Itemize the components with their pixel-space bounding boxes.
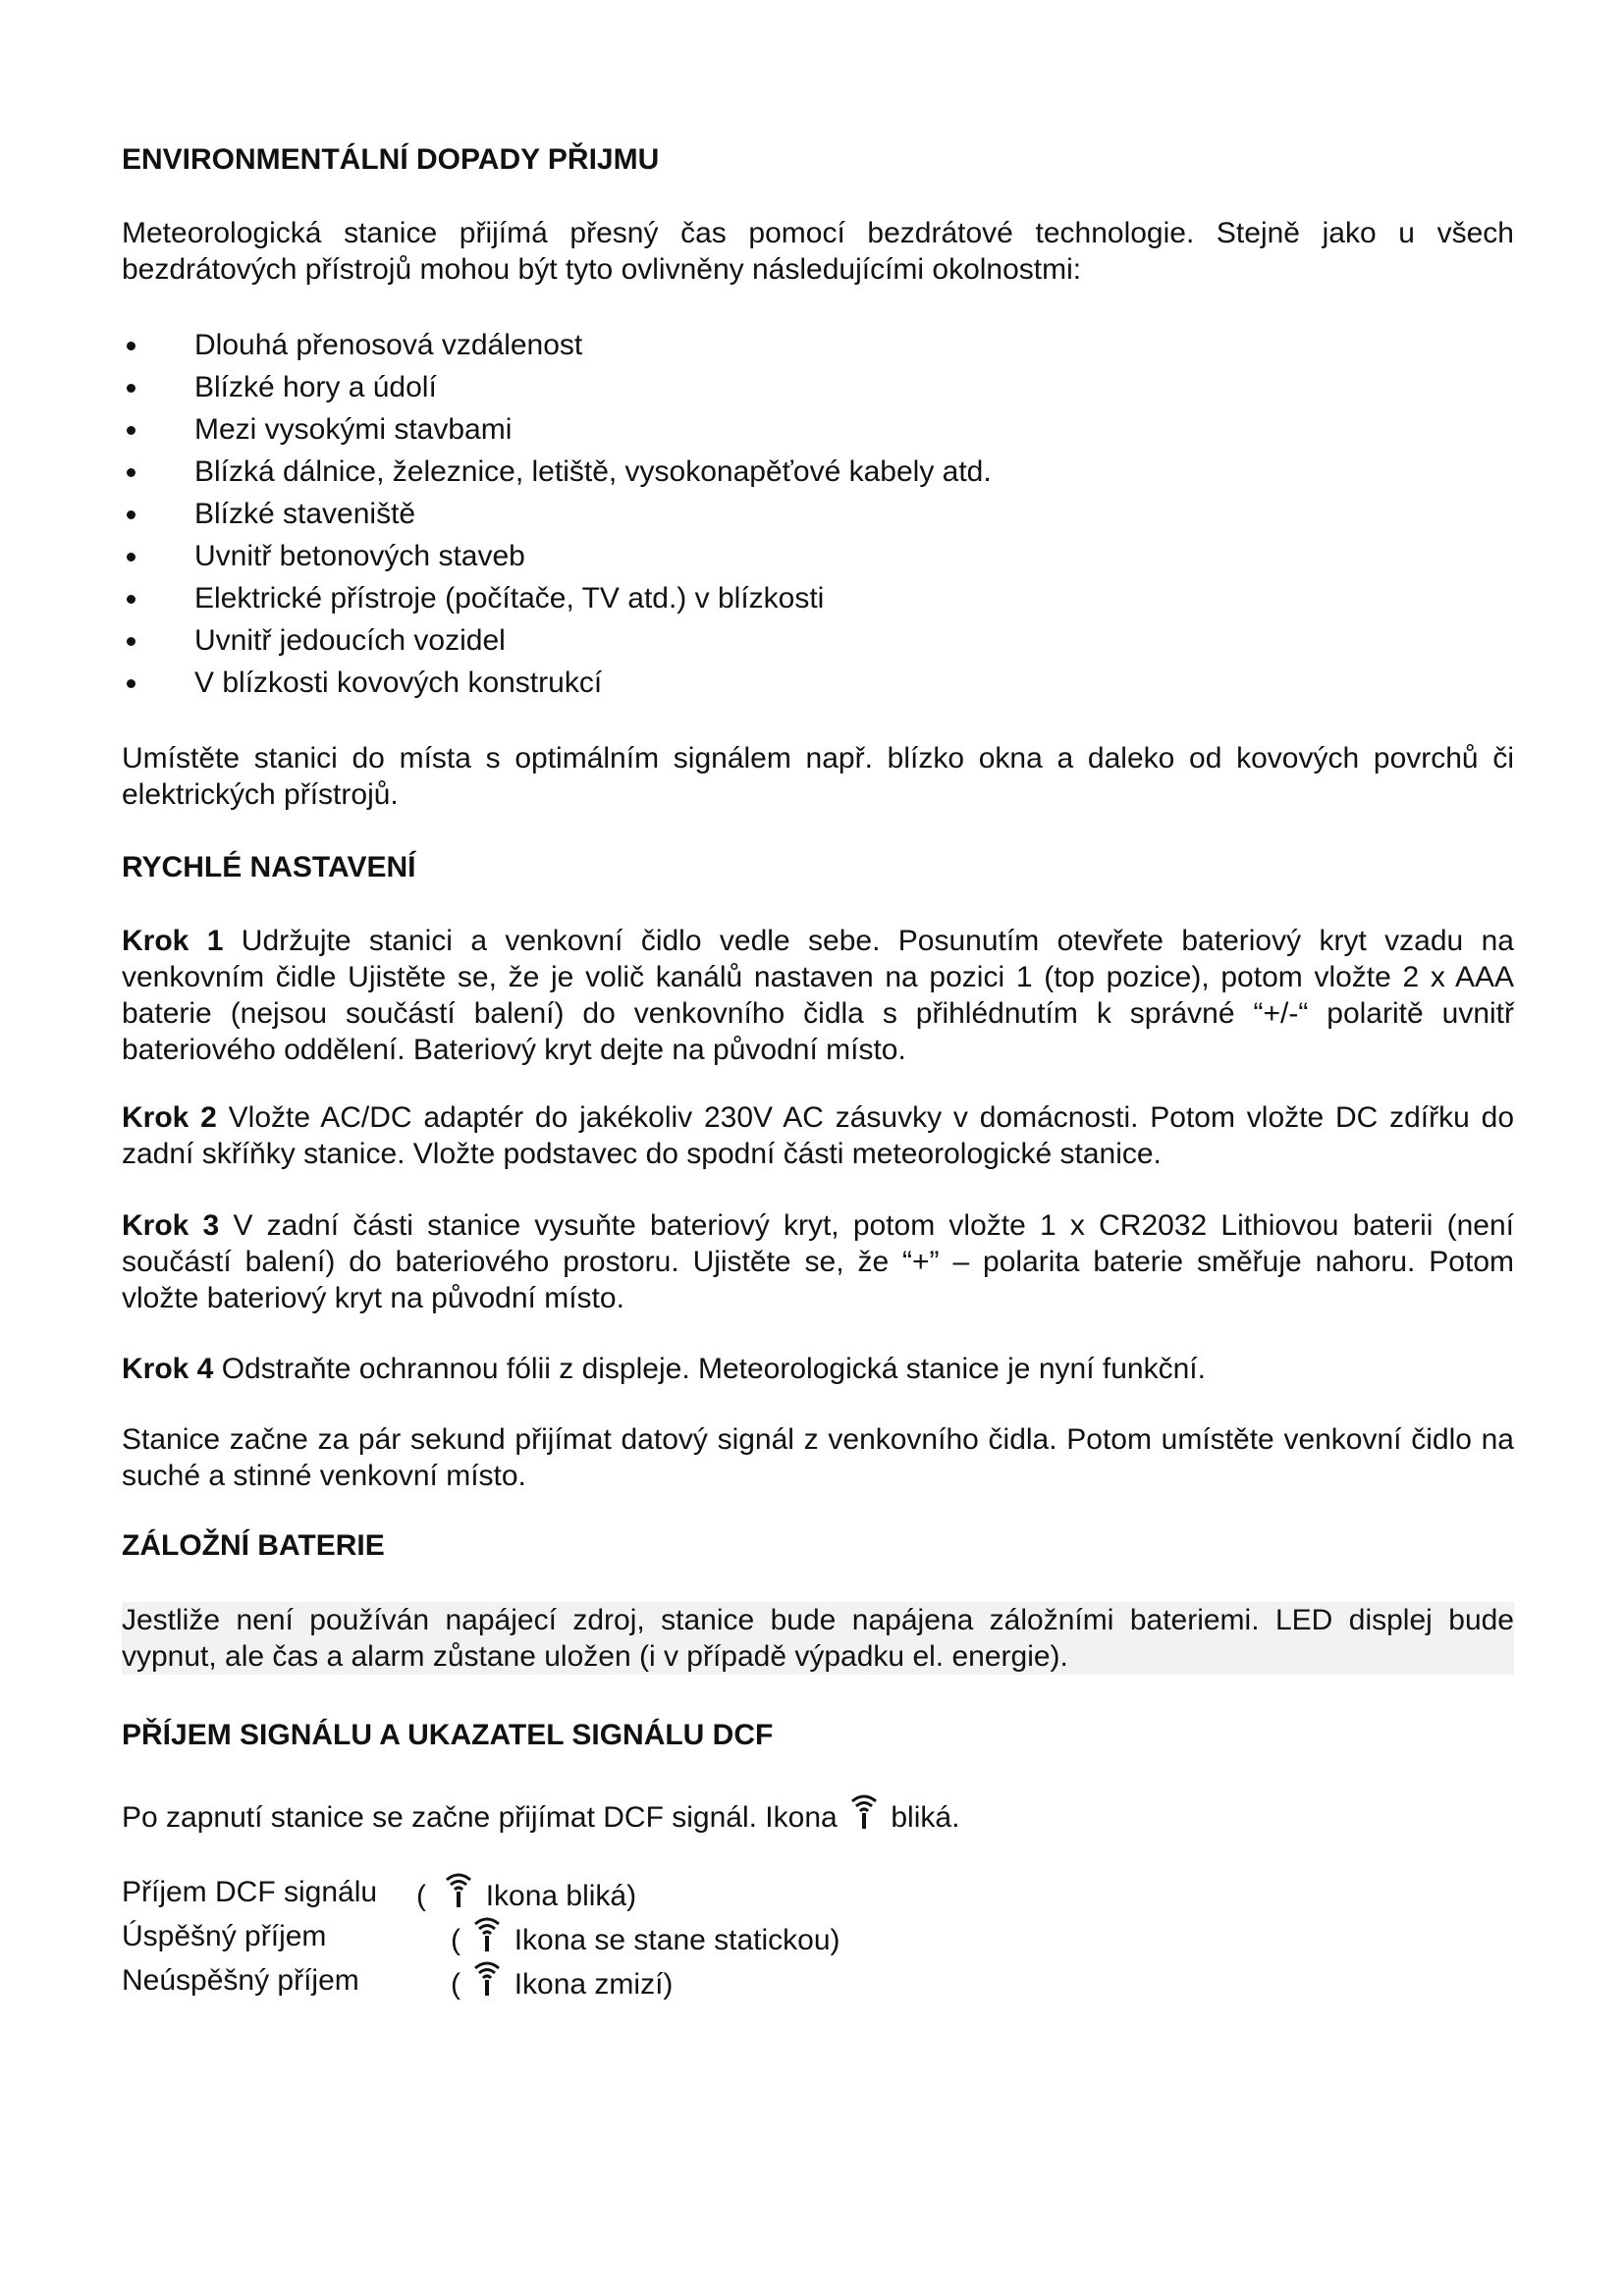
bullet-icon [127,553,135,561]
step-4-paragraph [122,1351,1514,1387]
step-text: Vložte AC/DC adaptér do jakékoliv 230V AC zásuvky v domácnosti. Potom vložte DC zdířku do zadní skříňky stanice. Vložte podstavec do spodní části meteorologické stanice. [122,1101,1515,1170]
list-item: Mezi vysokými stavbami [122,408,1514,451]
bullet-icon [127,679,135,688]
step-label: Krok 3 [122,1209,220,1242]
dcf-signal-icon [444,1870,473,1911]
env-bullet-list [122,324,1514,704]
list-item: Dlouhá přenosová vzdálenost [122,324,1514,366]
step-text: Odstraňte ochrannou fólii z displeje. Meteorologická stanice je nyní funkční. [213,1353,1206,1385]
env-intro-paragraph: Meteorologická stanice přijímá přesný čas pomocí bezdrátové technologie. Stejně jako u všech bezdrátových přístrojů mohou být tyto ovlivněny následujícími okolnostmi: [122,217,1514,286]
heading-environmental: ENVIRONMENTÁLNÍ DOPADY PŘIJMU [122,143,660,176]
list-item: Blízké staveniště [122,493,1514,535]
bullet-icon [127,384,135,393]
heading-dcf-signal: PŘÍJEM SIGNÁLU A UKAZATEL SIGNÁLU DCF [122,1719,774,1751]
step-2-paragraph [122,1099,1514,1172]
list-item: Uvnitř betonových staveb [122,535,1514,577]
list-item: Blízká dálnice, železnice, letiště, vysokonapěťové kabely atd. [122,451,1514,493]
list-item: Uvnitř jedoucích vozidel [122,619,1514,662]
list-item: Elektrické přístroje (počítače, TV atd.) v blízkosti [122,577,1514,619]
quick-outro-paragraph: Stanice začne za pár sekund přijímat datový signál z venkovního čidla. Potom umístěte venkovní čidlo na suché a stinné venkovní místo. [122,1423,1514,1492]
heading-quick-setup: RYCHLÉ NASTAVENÍ [122,851,416,883]
env-outro-paragraph: Umístěte stanici do místa s optimálním signálem např. blízko okna a daleko od kovových povrchů či elektrických přístrojů. [122,742,1514,811]
bullet-icon [127,342,135,350]
bullet-icon [127,426,135,435]
bullet-icon [127,468,135,477]
step-label: Krok 4 [122,1353,214,1385]
step-3-paragraph [122,1207,1514,1316]
step-text: Udržujte stanici a venkovní čidlo vedle sebe. Posunutím otevřete bateriový kryt vzadu na venkovním čidle Ujistěte se, že je volič kanálů nastaven na pozici 1 (top pozice), potom vložte 2 x AAA baterie (nejsou součástí balení) do venkovního čidla s přihlédnutím k správné “+/-“ polaritě uvnitř bateriového oddělení. Bateriový kryt dejte na původní místo. [122,925,1514,1066]
dcf-intro-paragraph: Po zapnutí stanice se začne přijímat DCF signál. Ikona bliká. [122,1791,1514,1836]
dcf-signal-icon [472,1914,502,1955]
step-label: Krok 1 [122,925,224,957]
step-1-paragraph [122,923,1514,1068]
dcf-signal-icon [472,1958,502,2000]
bullet-icon [127,510,135,519]
bullet-icon [127,595,135,604]
heading-backup-battery: ZÁLOŽNÍ BATERIE [122,1529,385,1562]
step-label: Krok 2 [122,1101,217,1134]
bullet-icon [127,637,135,646]
list-item: V blízkosti kovových konstrukcí [122,662,1514,704]
step-text: V zadní části stanice vysuňte bateriový kryt, potom vložte 1 x CR2032 Lithiovou baterii (není součástí balení) do bateriového prostoru. Ujistěte se, že “+” – polarita baterie směřuje nahoru. Potom vložte bateriový kryt na původní místo. [122,1209,1514,1314]
backup-paragraph: Jestliže není používán napájecí zdroj, stanice bude napájena záložními bateriemi. LED displej bude vypnut, ale čas a alarm zůstane uložen (i v případě výpadku el. energie). [122,1604,1514,1673]
dcf-signal-icon [849,1791,879,1833]
list-item: Blízké hory a údolí [122,366,1514,408]
